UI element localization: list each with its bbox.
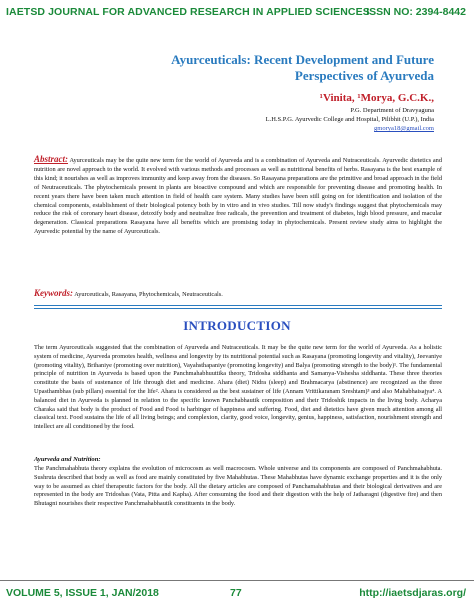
section-heading: Ayurveda and Nutrition: [34, 456, 101, 463]
abstract-block [34, 155, 442, 237]
abstract-text: Ayurceuticals may be the quite new term for the world of Ayurveda and is a combination of Ayurveda and Nutraceuticals. Ayurvedic dietetics and nutrition are novel approach to the world. It evolved with various methods and processes as well as nutritional benefits of herbs. Rasayana is the best example of this kind; it nourishes as well as improves immunity and keep away from the diseases. So Rasayana preparations are the primitive and broad approach in the field of Neutraceuticals. The phytochemicals present in plants are bioactive compound and which are responsible for preventing disease and promoting health. In recent years there have been taken much attention in field of health care system. Many studies have been still going on for identification and isolation of the chemical components, establishment of their biological potency both by in vitro and in vivo studies. Till now study's findings suggest that phytochemicals may reduce the risk of coronary heart disease, detoxify body and neutralize free radicals, the prevention and treatment of diabetes, high blood pressure, and macular degeneration. Classical preparations Rasayana have all benefits which are promising today in phytochemicals. Present review study aims to highlight the Ayurvedic potential by the name of Ayurceuticals. [34, 157, 442, 236]
introduction-paragraph: The term Ayurceuticals suggested that the combination of Ayurveda and Nutraceuticals. It may be the quite new term for the world of Ayurveda. As a holistic system of medicine, Ayurveda promotes health, wellness and longevity by its nutritional potential such as Rasayana (promoting longevity and vitality), Jeevaniye (promoting vitality), Brihaniye (promoting over nutrition), Vayahsthapaniye (promoting longevity) and Balya (promoting strength to the body)¹. The fundamental principle of nutrition in Ayurveda is based upon the Panchmahabhuuttika theory, Tridosha siddhanta and Samanya-Vishesha siddhanta. These three theories constitute the basis of sustenance of life through diet and medicine. Ahara (diet) Nidra (sleep) and Brahmacarya (abstinence) are recognized as the three Upasthambhas (sub pillars) essential for the life². Ahara is considered as the best sustainer of life (Annam Vrittikaranam Sreshtam)³ and also Mahabhaisajya⁴. A balanced diet in Ayurveda is planned in relation to the specific known Panchabhautik composition and their Tridoshik impacts in the living body. Acharya Charaka said that body is the product of Food and Food is harbinger of happiness and suffering. Food, diet and dietetics have given much attention among all classical text. Food sustains the life of all living beings; and complexion, clarity, good voice, longevity, genius, happiness, satisfaction, nourishment strength and intellect are all conditioned by the food. [34, 344, 442, 431]
introduction-heading: INTRODUCTION [183, 318, 291, 333]
issn-number: ISSN NO: 2394-8442 [366, 6, 466, 18]
affiliation-department: P.G. Department of Dravyaguna [350, 107, 434, 114]
footer-rule [0, 580, 474, 581]
section-paragraph: The Panchmahabhuta theory explains the evolution of microcosm as well macrocosm. Whole universe and its components are composed of Panchmahabhuta. Sushruta described that body as well as food are mainly constituted by five Mahabhutas. These Mahabhutas have dynamic exchange properties and it is the only way to be assumed as chief therapeutic factors for the body. All the dietary articles are composed of Panchamahabhutas and their biological derivatives and are represented in the body are Tridoshas (Vata, Pitta and Kapha). After consuming the food and their digestion with the help of Jatharagni (digestive fire) and then Bhutagni nourishes their respective Panchmahabhautik constituents in the body. [34, 465, 442, 508]
footer-url-link[interactable]: http://iaetsdjaras.org/ [359, 587, 466, 599]
footer-volume: VOLUME 5, ISSUE 1, JAN/2018 [6, 587, 159, 599]
keywords-text: Ayurceuticals, Rasayana, Phytochemicals, Neutraceuticals. [74, 291, 223, 298]
divider-rule [34, 308, 442, 309]
keywords-block [34, 288, 442, 298]
journal-name: IAETSD JOURNAL FOR ADVANCED RESEARCH IN APPLIED SCIENCES [6, 6, 370, 18]
divider-rule [34, 305, 442, 306]
author-email-link[interactable]: gmorya18@gmail.com [374, 125, 434, 132]
keywords-heading: Keywords: [34, 288, 73, 298]
footer-page-number: 77 [230, 587, 242, 599]
abstract-heading: Abstract: [34, 154, 69, 164]
article-title: Ayurceuticals: Recent Development and Future Perspectives of Ayurveda [171, 52, 434, 83]
article-authors: ¹Vinita, ¹Morya, G.C.K., [319, 92, 434, 104]
affiliation-college: L.H.S.P.G. Ayurvedic College and Hospital, Pilibhit (U.P.), India [265, 116, 434, 123]
